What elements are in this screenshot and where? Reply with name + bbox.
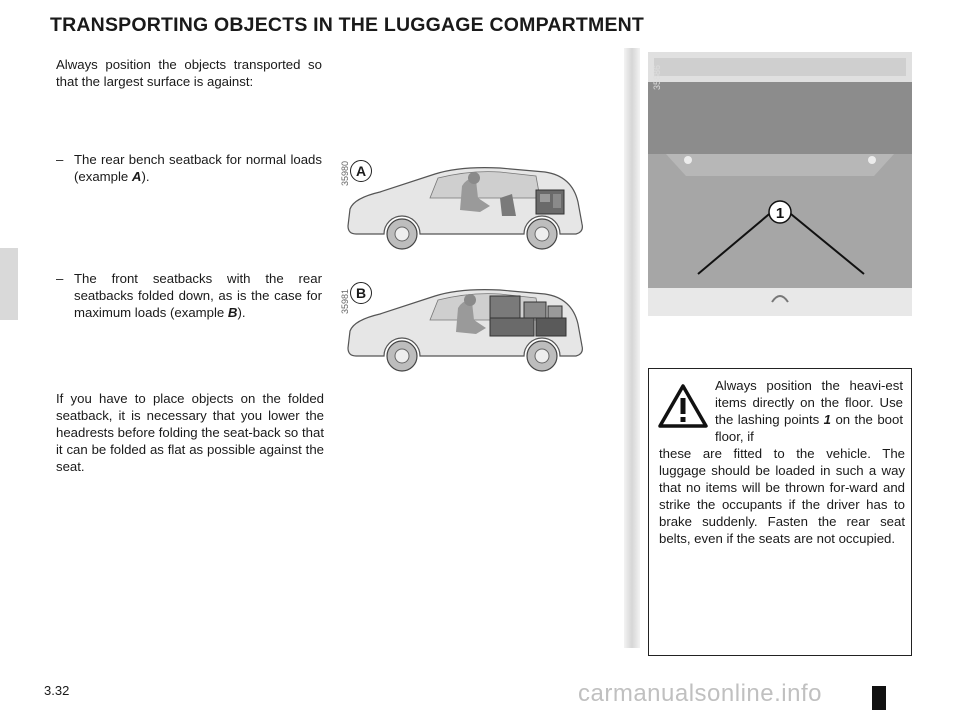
car-side-illustration-b bbox=[340, 276, 590, 376]
corner-mark bbox=[872, 686, 886, 710]
page-number: 3.32 bbox=[44, 683, 70, 698]
figure-label-a: A bbox=[350, 160, 372, 182]
list-item bbox=[56, 151, 322, 185]
list-item-text: The front seatbacks with the rear seatbacks folded down, as is the case for maximum loads (example B). bbox=[74, 271, 322, 320]
boot-photo bbox=[648, 52, 912, 316]
car-side-illustration-a bbox=[340, 154, 590, 254]
section-tab bbox=[0, 248, 18, 320]
page-title: TRANSPORTING OBJECTS IN THE LUGGAGE COMPARTMENT bbox=[50, 14, 645, 36]
figure-ref-a: A bbox=[131, 169, 142, 184]
closing-paragraph: If you have to place objects on the folded seatback, it is necessary that you lower the headrests before folding the seat-back so that it can be folded as flat as possible against the seat. bbox=[56, 391, 324, 474]
list-dash: – bbox=[56, 271, 64, 286]
figure-label-b: B bbox=[350, 282, 372, 304]
list-item bbox=[56, 270, 322, 321]
warning-box bbox=[648, 368, 912, 656]
watermark: carmanualsonline.info bbox=[578, 680, 822, 707]
warning-text-start: Always position the heavi-est items directly on the floor. Use the lashing points 1 on the boot floor, if bbox=[715, 378, 903, 444]
warning-triangle-icon bbox=[657, 383, 709, 429]
lashing-point-ref: 1 bbox=[823, 412, 831, 427]
lashing-point-callout: 1 bbox=[775, 205, 785, 222]
list-item-text: The rear bench seatback for normal loads (example A). bbox=[74, 152, 322, 184]
column-divider bbox=[624, 48, 640, 648]
list-dash: – bbox=[56, 152, 64, 167]
warning-text-rest: these are fitted to the vehicle. The luggage should be loaded in such a way that no items will be thrown for-ward and strike the occupants if the driver has to brake suddenly. Fasten the rear seat belts, even if the seats are not occupied. bbox=[659, 446, 905, 546]
figure-code: 35980 bbox=[340, 160, 350, 186]
figure-ref-b: B bbox=[227, 305, 238, 320]
intro-paragraph: Always position the objects transported so that the largest surface is against: bbox=[56, 57, 322, 89]
figure-code: 35981 bbox=[340, 288, 350, 314]
figure-code: 35886 bbox=[652, 64, 662, 90]
